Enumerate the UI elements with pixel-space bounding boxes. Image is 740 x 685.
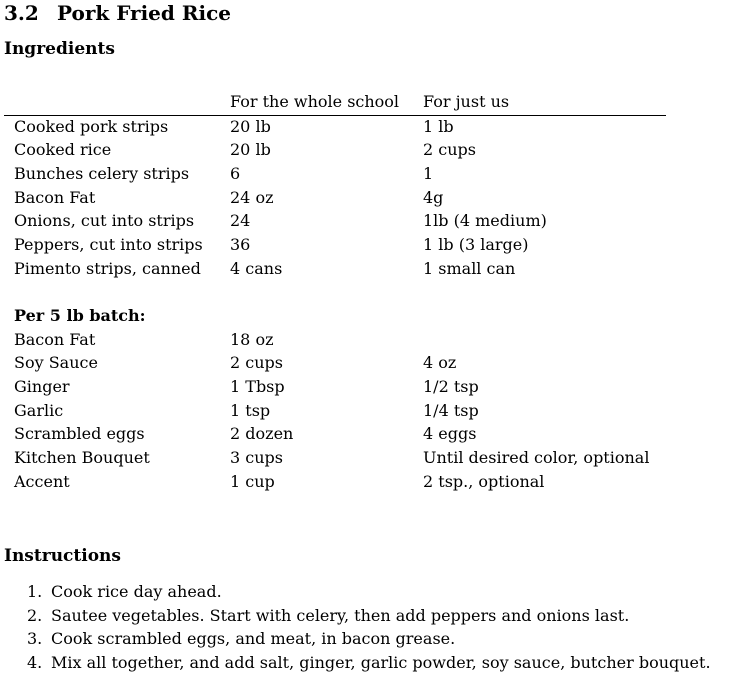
- ingredient-name: Bunches celery strips: [14, 164, 190, 183]
- ingredient-amount-us: 1 lb: [423, 117, 454, 136]
- ingredient-amount-us: 2 tsp., optional: [423, 472, 545, 491]
- section-title: [4, 0, 231, 26]
- ingredient-amount-school: 24: [230, 211, 251, 230]
- ingredient-name: Peppers, cut into strips: [14, 235, 203, 254]
- instructions-heading: Instructions: [4, 546, 121, 566]
- ingredient-amount-us: 1 lb (3 large): [423, 235, 529, 254]
- recipe-title: Pork Fried Rice: [57, 1, 231, 25]
- ingredient-name: Accent: [14, 472, 70, 491]
- list-item: [27, 582, 222, 602]
- ingredient-amount-school: 2 dozen: [230, 424, 294, 443]
- section-number: 3.2: [4, 1, 39, 25]
- column-header-whole-school: For the whole school: [230, 92, 400, 111]
- ingredient-amount-school: 3 cups: [230, 448, 283, 467]
- ingredient-amount-us: 4g: [423, 188, 444, 207]
- ingredient-amount-school: 24 oz: [230, 188, 274, 207]
- ingredient-name: Bacon Fat: [14, 188, 96, 207]
- ingredient-name: Soy Sauce: [14, 353, 98, 372]
- ingredient-name: Pimento strips, canned: [14, 259, 201, 278]
- step-text: Cook scrambled eggs, and meat, in bacon grease.: [51, 629, 456, 648]
- ingredient-name: Onions, cut into strips: [14, 211, 195, 230]
- step-number: 4.: [27, 653, 43, 672]
- ingredient-amount-us: 2 cups: [423, 140, 476, 159]
- ingredient-amount-us: 1lb (4 medium): [423, 211, 547, 230]
- column-header-just-us: For just us: [423, 92, 510, 111]
- ingredient-amount-school: 36: [230, 235, 251, 254]
- table-header-rule: [4, 115, 666, 116]
- ingredient-amount-school: 20 lb: [230, 117, 271, 136]
- ingredient-amount-us: 1/2 tsp: [423, 377, 479, 396]
- step-number: 2.: [27, 606, 43, 625]
- list-item: [27, 629, 455, 649]
- step-text: Sautee vegetables. Start with celery, then add peppers and onions last.: [51, 606, 630, 625]
- ingredient-name: Cooked rice: [14, 140, 112, 159]
- ingredient-amount-school: 20 lb: [230, 140, 271, 159]
- ingredient-amount-school: 18 oz: [230, 330, 274, 349]
- batch-group-label: Per 5 lb batch:: [14, 306, 146, 325]
- ingredient-amount-us: 4 eggs: [423, 424, 477, 443]
- list-item: [27, 606, 629, 626]
- step-number: 3.: [27, 629, 43, 648]
- ingredient-amount-us: 1/4 tsp: [423, 401, 479, 420]
- ingredient-name: Cooked pork strips: [14, 117, 169, 136]
- ingredient-amount-us: 1 small can: [423, 259, 516, 278]
- ingredients-heading: Ingredients: [4, 39, 115, 59]
- ingredient-amount-us: Until desired color, optional: [423, 448, 650, 467]
- ingredient-name: Ginger: [14, 377, 70, 396]
- ingredient-amount-school: 1 cup: [230, 472, 275, 491]
- ingredient-name: Scrambled eggs: [14, 424, 145, 443]
- ingredient-amount-us: 4 oz: [423, 353, 457, 372]
- ingredient-amount-school: 4 cans: [230, 259, 283, 278]
- ingredient-amount-school: 1 tsp: [230, 401, 271, 420]
- ingredient-name: Bacon Fat: [14, 330, 96, 349]
- step-number: 1.: [27, 582, 43, 601]
- ingredient-name: Garlic: [14, 401, 64, 420]
- ingredient-name: Kitchen Bouquet: [14, 448, 150, 467]
- list-item: [27, 653, 711, 673]
- step-text: Mix all together, and add salt, ginger, garlic powder, soy sauce, butcher bouquet.: [51, 653, 711, 672]
- step-text: Cook rice day ahead.: [51, 582, 222, 601]
- ingredient-amount-school: 1 Tbsp: [230, 377, 285, 396]
- ingredient-amount-school: 6: [230, 164, 241, 183]
- ingredient-amount-school: 2 cups: [230, 353, 283, 372]
- ingredient-amount-us: 1: [423, 164, 434, 183]
